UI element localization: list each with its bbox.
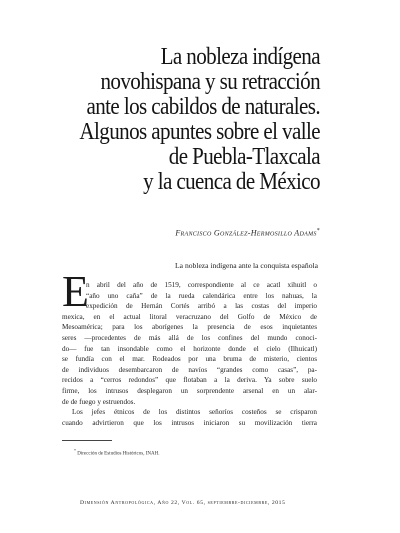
drop-cap: E — [62, 267, 89, 316]
title-line: y la cuenca de México — [143, 168, 320, 195]
body-line: se fundía con el mar. Rodeados por una bruma de misterio, cientos — [62, 355, 317, 364]
section-heading: La nobleza indígena ante la conquista española — [175, 261, 318, 270]
footnote-text: Dirección de Estudios Históricos, INAH. — [77, 451, 160, 457]
footnote — [74, 448, 159, 457]
title-line: novohispana y su retracción — [100, 68, 320, 95]
author-byline — [175, 228, 320, 238]
body-line: de de fuego y estruendos. — [62, 397, 136, 406]
body-line: “año uno caña” de la rueda calendárica entre los nahuas, la — [86, 291, 317, 300]
body-text — [62, 280, 317, 428]
body-line: n abril del año de 1519, correspondiente al ce acatl xihuitl o — [86, 281, 317, 289]
footnote-mark: * — [74, 448, 76, 453]
title-line: Algunos apuntes sobre el valle — [79, 118, 320, 145]
title-line: ante los cabildos de naturales. — [86, 93, 320, 120]
body-line: expedición de Hernán Cortés arribó a las costas del imperio — [86, 302, 317, 311]
body-line: firme, los intrusos desplegaron un sorprendente arsenal en un alar- — [62, 386, 317, 395]
body-line: Mesoamérica; para los aborígenes la presencia de esos inquietantes — [62, 323, 317, 332]
body-line: do— fue tan insondable como el horizonte donde el cielo (Ilhuicatl) — [62, 344, 317, 353]
author-footnote-mark: * — [316, 228, 320, 234]
article-title — [62, 44, 320, 194]
footnote-divider — [62, 440, 112, 441]
title-line: La nobleza indígena — [160, 43, 320, 70]
title-line: de Puebla-Tlaxcala — [168, 143, 320, 170]
body-line: Los jefes étnicos de los distintos señoríos costeños se crisparon — [72, 408, 317, 417]
body-line: de individuos desembarcaron de navíos “grandes como casas”, pa- — [62, 365, 317, 374]
body-line: seres —procedentes de más allá de los confines del mundo conoci- — [62, 333, 317, 342]
body-line: recidos a “cerros redondos” que flotaban a la deriva. Ya sobre suelo — [62, 376, 317, 385]
running-footer: Dimensión Antropológica, Año 22, Vol. 65, septiembre-diciembre, 2015 — [80, 500, 286, 506]
body-line: mexica, en el actual litoral veracruzano del Golfo de México de — [62, 312, 317, 321]
body-line: cuando advirtieron que los intrusos iniciaron su movilización tierra — [62, 418, 317, 427]
author-name: Francisco González-Hermosillo Adams — [175, 228, 317, 238]
